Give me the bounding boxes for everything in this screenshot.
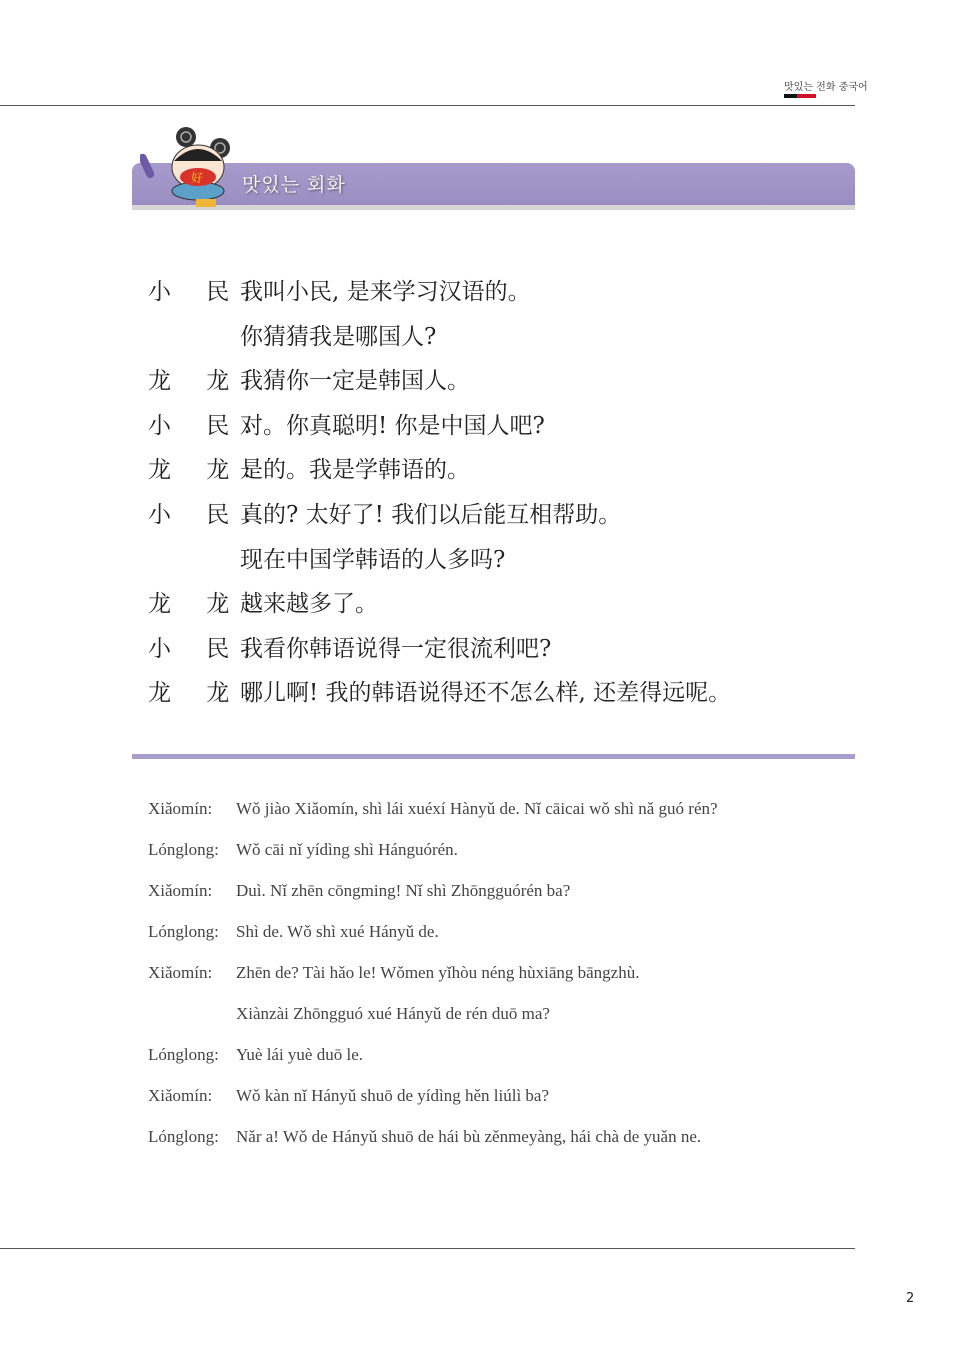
line-text: Wǒ cāi nǐ yídìng shì Hánguórén. — [236, 840, 458, 859]
line-text: 越来越多了。 — [240, 591, 378, 618]
speaker-label: Xiǎomín: — [148, 881, 213, 900]
dialogue-line — [148, 963, 639, 983]
speaker-label: 龙 龙: — [148, 368, 266, 395]
speaker-label: Xiǎomín: — [148, 963, 213, 982]
line-text: 是的。我是学韩语的。 — [240, 457, 470, 484]
speaker-label: 小 民: — [148, 279, 266, 305]
speaker-label: Lónglong: — [148, 922, 219, 941]
footer-rule — [0, 1248, 855, 1249]
dialogue-line — [148, 840, 458, 860]
line-text: Duì. Nǐ zhēn cōngming! Nǐ shì Zhōngguórén ba? — [236, 881, 571, 900]
dialogue-line — [148, 1127, 701, 1147]
speaker-label: Xiǎomín: — [148, 1086, 213, 1105]
dialogue-line — [148, 362, 470, 395]
speaker-label: 小 民: — [148, 635, 266, 662]
svg-text:好: 好 — [191, 171, 204, 185]
header-color-bar — [784, 94, 816, 98]
line-text: 哪儿啊! 我的韩语说得还不怎么样, 还差得远呢。 — [240, 680, 732, 707]
line-text: 对。你真聪明! 你是中国人吧? — [240, 412, 545, 439]
header-rule — [0, 105, 855, 106]
speaker-label: 小 民: — [148, 412, 266, 439]
dialogue-line — [148, 318, 436, 351]
speaker-label: 龙 龙: — [148, 457, 266, 484]
line-text: Shì de. Wǒ shì xué Hányǔ de. — [236, 922, 439, 941]
dialogue-line — [148, 496, 621, 529]
line-text: Yuè lái yuè duō le. — [236, 1045, 363, 1064]
speaker-label: 龙 龙: — [148, 680, 266, 707]
book-title: 맛있는 전화 중국어 — [784, 82, 868, 93]
line-text: 我看你韩语说得一定很流利吧? — [240, 635, 552, 662]
line-text: 我叫小民, 是来学习汉语的。 — [240, 279, 531, 305]
banner-shadow — [132, 205, 855, 210]
line-text: Wǒ kàn nǐ Hányǔ shuō de yídìng hěn liúlì ba? — [236, 1086, 550, 1105]
section-divider — [132, 754, 855, 759]
dialogue-line — [148, 1045, 363, 1065]
speaker-label: 小 民: — [148, 502, 266, 528]
dialogue-line — [148, 585, 378, 618]
line-text: Zhēn de? Tài hǎo le! Wǒmen yǐhòu néng hùxiāng bāngzhù. — [236, 963, 640, 982]
speaker-label: Lónglong: — [148, 1127, 219, 1146]
section-title: 맛있는 회화 — [242, 174, 346, 196]
line-text: 我猜你一定是韩国人。 — [240, 368, 470, 395]
dialogue-line — [148, 407, 545, 440]
speaker-label: 龙 龙: — [148, 591, 266, 618]
line-text: Wǒ jiào Xiǎomín, shì lái xuéxí Hànyǔ de. Nǐ cāicai wǒ shì nǎ guó rén? — [236, 799, 718, 818]
page-number: 2 — [906, 1291, 915, 1306]
dialogue-line — [148, 273, 531, 306]
line-text: Xiànzài Zhōngguó xué Hányǔ de rén duō ma? — [236, 1004, 550, 1023]
speaker-label: Lónglong: — [148, 840, 219, 859]
dialogue-line — [148, 881, 570, 901]
dialogue-line — [148, 799, 718, 819]
dialogue-line — [148, 541, 505, 574]
line-text: Nǎr a! Wǒ de Hányǔ shuō de hái bù zěnmeyàng, hái chà de yuǎn ne. — [236, 1127, 702, 1146]
mascot-icon — [140, 125, 235, 210]
speaker-label: Xiǎomín: — [148, 799, 213, 818]
dialogue-line — [148, 674, 731, 707]
line-text: 你猜猜我是哪国人? — [240, 323, 437, 350]
speaker-label: Lónglong: — [148, 1045, 219, 1064]
section-banner — [132, 163, 855, 205]
dialogue-line — [148, 630, 551, 663]
dialogue-line — [148, 1086, 549, 1106]
dialogue-line — [148, 451, 470, 484]
dialogue-line — [148, 922, 439, 942]
line-text: 真的? 太好了! 我们以后能互相帮助。 — [240, 502, 622, 528]
dialogue-line — [148, 1004, 550, 1024]
line-text: 现在中国学韩语的人多吗? — [240, 546, 506, 573]
